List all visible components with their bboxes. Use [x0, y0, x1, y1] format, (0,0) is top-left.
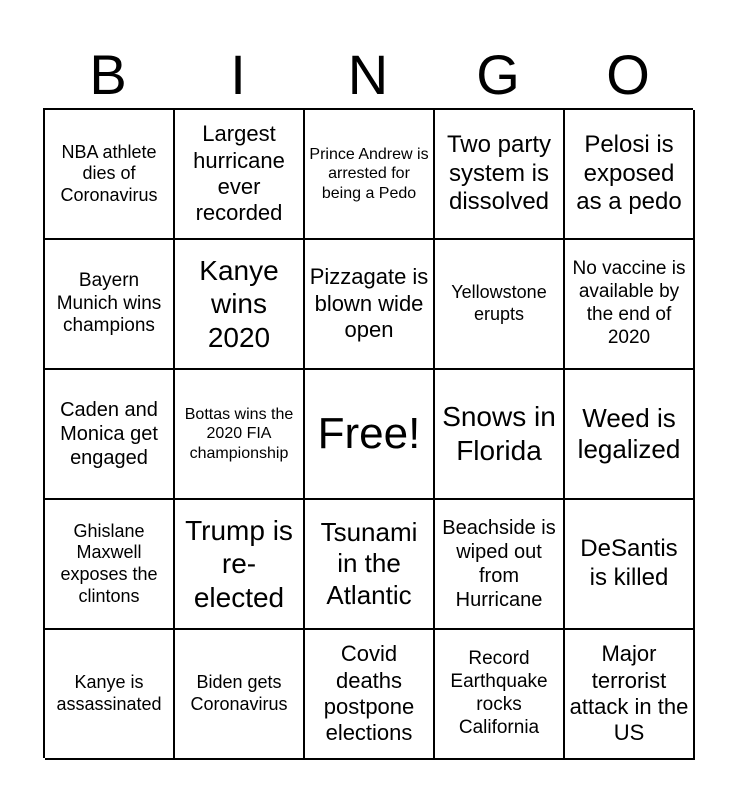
bingo-cell-r4c5[interactable]: DeSantis is killed: [565, 500, 695, 630]
bingo-cell-r5c1[interactable]: Kanye is assassinated: [45, 630, 175, 760]
header-letter-n: N: [347, 43, 389, 106]
bingo-cell-free[interactable]: Free!: [305, 370, 435, 500]
bingo-cell-r1c5[interactable]: Pelosi is exposed as a pedo: [565, 110, 695, 240]
bingo-cell-r4c4[interactable]: Beachside is wiped out from Hurricane: [435, 500, 565, 630]
bingo-cell-r2c5[interactable]: No vaccine is available by the end of 2020: [565, 240, 695, 370]
bingo-card-grid: [43, 108, 693, 758]
header-letter-g: G: [476, 43, 520, 106]
header-letter-b: B: [89, 43, 127, 106]
bingo-cell-r3c4[interactable]: Snows in Florida: [435, 370, 565, 500]
bingo-header: [43, 42, 693, 108]
bingo-cell-r4c3[interactable]: Tsunami in the Atlantic: [305, 500, 435, 630]
bingo-cell-r2c1[interactable]: Bayern Munich wins champions: [45, 240, 175, 370]
bingo-cell-r3c2[interactable]: Bottas wins the 2020 FIA championship: [175, 370, 305, 500]
bingo-cell-r4c1[interactable]: Ghislane Maxwell exposes the clintons: [45, 500, 175, 630]
bingo-cell-r1c1[interactable]: NBA athlete dies of Coronavirus: [45, 110, 175, 240]
bingo-cell-r2c3[interactable]: Pizzagate is blown wide open: [305, 240, 435, 370]
bingo-cell-r4c2[interactable]: Trump is re-elected: [175, 500, 305, 630]
bingo-cell-r2c4[interactable]: Yellowstone erupts: [435, 240, 565, 370]
bingo-cell-r2c2[interactable]: Kanye wins 2020: [175, 240, 305, 370]
bingo-cell-r5c2[interactable]: Biden gets Coronavirus: [175, 630, 305, 760]
bingo-cell-r5c3[interactable]: Covid deaths postpone elections: [305, 630, 435, 760]
bingo-cell-r3c1[interactable]: Caden and Monica get engaged: [45, 370, 175, 500]
header-letter-i: I: [230, 43, 246, 106]
header-letter-o: O: [606, 43, 650, 106]
bingo-cell-r5c5[interactable]: Major terrorist attack in the US: [565, 630, 695, 760]
bingo-cell-r3c5[interactable]: Weed is legalized: [565, 370, 695, 500]
bingo-cell-r1c2[interactable]: Largest hurricane ever recorded: [175, 110, 305, 240]
bingo-cell-r5c4[interactable]: Record Earthquake rocks California: [435, 630, 565, 760]
bingo-cell-r1c4[interactable]: Two party system is dissolved: [435, 110, 565, 240]
bingo-cell-r1c3[interactable]: Prince Andrew is arrested for being a Pedo: [305, 110, 435, 240]
